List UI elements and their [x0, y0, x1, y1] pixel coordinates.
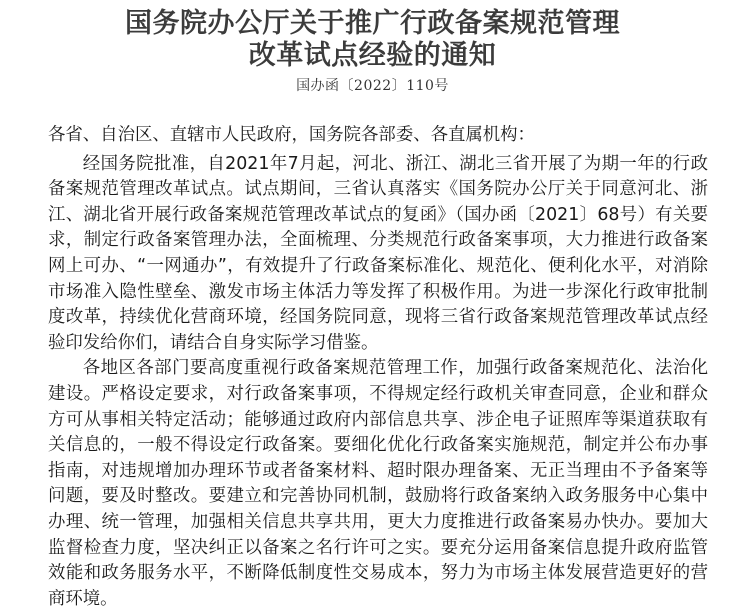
title-block — [0, 8, 745, 95]
paragraph-1: 经国务院批准，自2021年7月起，河北、浙江、湖北三省开展了为期一年的行政备案规范管理改革试点。试点期间，三省认真落实《国务院办公厅关于同意河北、浙江、湖北省开展行政备案规范管理改革试点的复函》（国办函〔2021〕68号）有关要求，制定行政备案管理办法，全面梳理、分类规范行政备案事项，大力推进行政备案网上可办、“一网通办”，有效提升了行政备案标准化、规范化、便利化水平，对消除市场准入隐性壁垒、激发市场主体活力等发挥了积极作用。为进一步深化行政审批制度改革，持续优化营商环境，经国务院同意，现将三省行政备案规范管理改革试点经验印发给你们，请结合自身实际学习借鉴。 — [48, 153, 708, 353]
document-title-line-1: 国务院办公厅关于推广行政备案规范管理 — [125, 8, 620, 39]
paragraph-2: 各地区各部门要高度重视行政备案规范管理工作，加强行政备案规范化、法治化建设。严格设定要求，对行政备案事项，不得规定经行政机关审查同意，企业和群众方可从事相关特定活动；能够通过政府内部信息共享、涉企电子证照库等渠道获取有关信息的，一般不得设定行政备案。要细化优化行政备案实施规范，制定并公布办事指南，对违规增加办理环节或者备案材料、超时限办理备案、无正当理由不予备案等问题，要及时整改。要建立和完善协同机制，鼓励将行政备案纳入政务服务中心集中办理、统一管理，加强相关信息共享共用，更大力度推进行政备案易办快办。要加大监督检查力度，坚决纠正以备案之名行许可之实。要充分运用备案信息提升政府监管效能和政务服务水平，不断降低制度性交易成本，努力为市场主体发展营造更好的营商环境。 — [48, 358, 708, 609]
document-body — [48, 123, 708, 612]
document-number: 国办函〔2022〕110号 — [296, 78, 449, 94]
salutation: 各省、自治区、直辖市人民政府，国务院各部委、各直属机构： — [48, 125, 535, 145]
document-title-line-2: 改革试点经验的通知 — [248, 40, 497, 71]
